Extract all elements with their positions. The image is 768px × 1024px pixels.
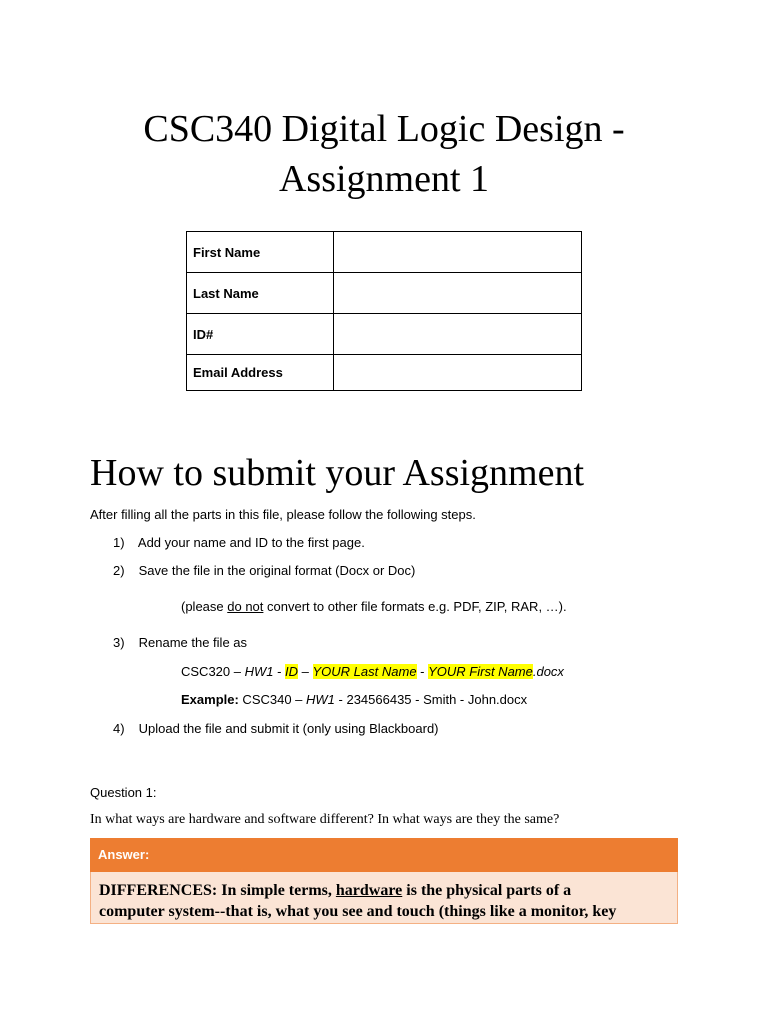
step-text: Add your name and ID to the first page. <box>137 535 365 550</box>
answer-lead: DIFFERENCES: <box>99 882 218 899</box>
last-name-field[interactable] <box>334 273 582 314</box>
step-text: Upload the file and submit it (only using Blackboard) <box>138 721 439 736</box>
example-course: CSC340 – <box>238 692 307 707</box>
filename-pattern <box>181 663 564 681</box>
question-1-label: Question 1: <box>90 785 157 800</box>
first-name-label: First Name <box>187 232 334 273</box>
answer-post: is the physical parts of a <box>402 882 572 899</box>
student-info-table <box>186 231 582 391</box>
step-4 <box>113 720 439 738</box>
table-row <box>187 314 582 355</box>
fn-last-name: YOUR Last Name <box>312 664 417 679</box>
email-field[interactable] <box>334 355 582 391</box>
answer-line-2: computer system--that is, what you see and touch (things like a monitor, key <box>99 903 617 920</box>
step-number: 2) <box>113 563 125 578</box>
last-name-label: Last Name <box>187 273 334 314</box>
step-2 <box>113 562 415 580</box>
fn-id: ID <box>285 664 299 679</box>
answer-term-hardware: hardware <box>335 882 403 899</box>
step-1 <box>113 534 365 552</box>
fn-sep2: – <box>298 664 313 679</box>
answer-box[interactable] <box>90 872 678 924</box>
answer-header: Answer: <box>90 838 678 872</box>
note-post: convert to other file formats e.g. PDF, ZIP, RAR, …). <box>263 599 567 614</box>
table-row <box>187 355 582 391</box>
example-rest: - 234566435 - Smith - John.docx <box>334 692 528 707</box>
example-hw: HW1 <box>306 692 335 707</box>
answer-pre: In simple terms, <box>217 882 336 899</box>
fn-sep1: - <box>273 664 286 679</box>
table-row <box>187 273 582 314</box>
title-line-2: Assignment 1 <box>278 158 490 200</box>
note-pre: (please <box>181 599 228 614</box>
fn-sep3: - <box>416 664 429 679</box>
step-3 <box>113 634 247 652</box>
email-label: Email Address <box>187 355 334 391</box>
first-name-field[interactable] <box>334 232 582 273</box>
fn-course: CSC320 – <box>181 664 245 679</box>
submit-intro: After filling all the parts in this file, please follow the following steps. <box>90 507 476 522</box>
fn-hw: HW1 <box>244 664 274 679</box>
fn-ext: .docx <box>532 664 564 679</box>
question-1-text: In what ways are hardware and software different? In what ways are they the same? <box>90 812 560 827</box>
document-title <box>0 104 768 204</box>
step-number: 3) <box>113 635 125 650</box>
step-number: 4) <box>113 721 125 736</box>
id-field[interactable] <box>334 314 582 355</box>
filename-example <box>181 691 527 709</box>
format-note <box>181 598 567 616</box>
fn-first-name: YOUR First Name <box>428 664 533 679</box>
step-text: Rename the file as <box>138 635 248 650</box>
submit-heading: How to submit your Assignment <box>90 452 585 494</box>
table-row <box>187 232 582 273</box>
id-label: ID# <box>187 314 334 355</box>
title-line-1: CSC340 Digital Logic Design - <box>143 108 625 150</box>
step-text: Save the file in the original format (Docx or Doc) <box>138 563 416 578</box>
example-label: Example: <box>181 692 239 707</box>
step-number: 1) <box>113 535 125 550</box>
note-do-not: do not <box>227 599 264 614</box>
answer-line-1 <box>99 880 669 901</box>
